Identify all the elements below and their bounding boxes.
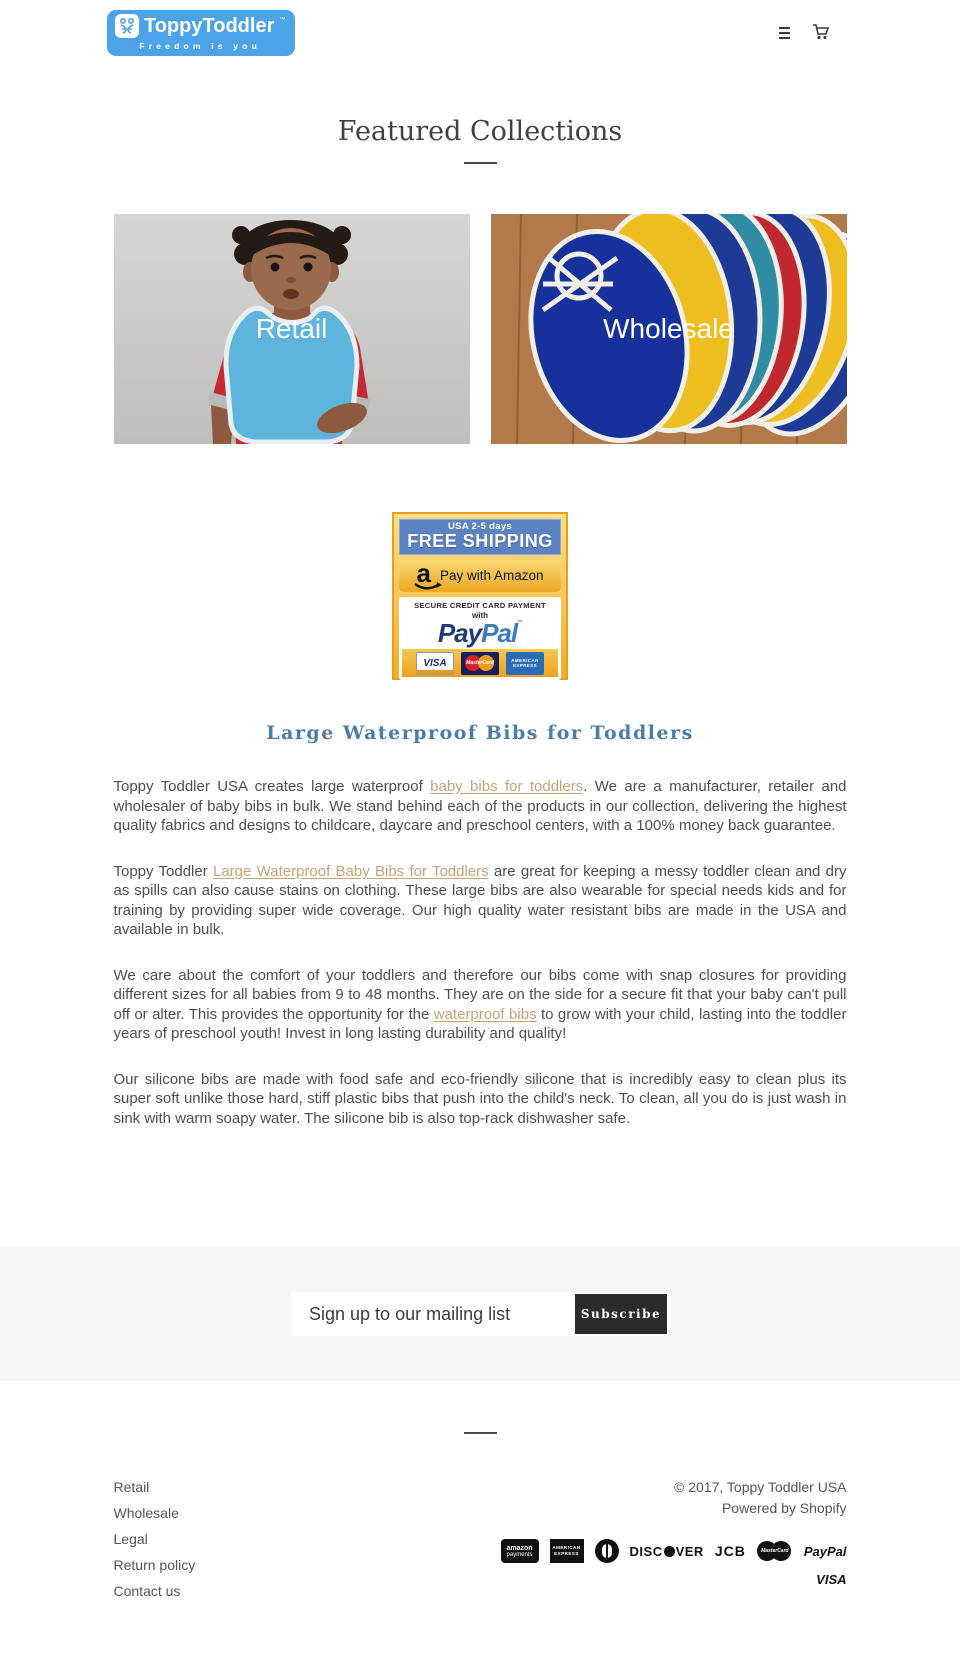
card-icons-row — [402, 649, 558, 677]
logo-child-icon — [115, 14, 139, 38]
pay-with-amazon-label: Pay with Amazon — [439, 568, 544, 584]
american-express-icon: AMERICAN EXPRESS — [550, 1539, 584, 1563]
discover-icon: DISC VER — [629, 1543, 704, 1559]
secure-payment-title: SECURE CREDIT CARD PAYMENT — [414, 600, 546, 610]
logo-trademark: ™ — [279, 17, 286, 23]
footer-link-legal[interactable]: Legal — [113, 1531, 148, 1547]
header-actions — [777, 21, 832, 46]
seo-article — [0, 722, 960, 1128]
collection-tile-wholesale[interactable] — [491, 214, 847, 444]
site-header — [0, 0, 960, 66]
free-shipping-text: FREE SHIPPING — [407, 531, 553, 551]
free-shipping-banner — [399, 519, 561, 555]
link-waterproof-bibs[interactable]: waterproof bibs — [433, 1005, 537, 1023]
amazon-logo-icon: a — [416, 560, 430, 592]
site-footer — [114, 1479, 847, 1665]
payment-icons-row-2 — [501, 1572, 847, 1587]
footer-right — [501, 1479, 847, 1609]
diners-club-icon — [595, 1539, 619, 1563]
article-paragraph: Toppy Toddler Large Waterproof Baby Bibs for Toddlers are great for keeping a messy toddler clean and dry as spills can also cause stains on clothing. These large bibs are also wearable for special needs kids and for training by providing super wide coverage. Our high quality water resistant bibs are made in the USA and available in bulk. — [113, 862, 847, 938]
payment-icons-row — [501, 1539, 847, 1563]
visa-card-icon: VISA — [416, 652, 454, 675]
menu-icon[interactable] — [777, 22, 792, 44]
trust-badge — [392, 512, 568, 680]
copyright-text: © 2017, Toppy Toddler USA — [674, 1479, 847, 1495]
amazon-payments-icon: amazon payments — [501, 1539, 539, 1563]
collection-label-retail: Retail — [255, 313, 328, 344]
article-heading: Large Waterproof Bibs for Toddlers — [266, 722, 694, 744]
cart-icon[interactable] — [810, 21, 832, 46]
shipping-days-text: USA 2-5 days — [448, 521, 512, 532]
pay-with-amazon-banner — [399, 557, 561, 592]
article-paragraph: Toppy Toddler USA creates large waterproof baby bibs for toddlers. We are a manufacturer, retailer and wholesaler of baby bibs in bulk. We stand behind each of the products in our collection, delivering the highest quality fabrics and designs to childcare, daycare and preschool centers, with a 100% money back guarantee. — [113, 778, 847, 834]
footer-link-contact-us[interactable]: Contact us — [113, 1583, 181, 1599]
paypal-icon: PayPal — [803, 1543, 847, 1559]
logo-tagline: Freedom is you — [139, 41, 261, 51]
logo-brand-text: ToppyToddler — [144, 15, 275, 37]
visa-icon: VISA — [816, 1572, 847, 1587]
footer-link-retail[interactable]: Retail — [113, 1479, 150, 1495]
link-baby-bibs-for-toddlers[interactable]: baby bibs for toddlers — [430, 778, 584, 795]
jcb-icon: JCB — [714, 1543, 746, 1559]
title-divider — [464, 162, 497, 164]
collection-tiles — [114, 214, 847, 444]
featured-collections-title: Featured Collections — [337, 116, 623, 147]
powered-by-shopify-link[interactable]: Powered by Shopify — [721, 1500, 847, 1516]
secure-payment-with: with — [472, 610, 488, 620]
mastercard-icon: MasterCard — [757, 1539, 793, 1563]
footer-divider — [464, 1432, 497, 1434]
footer-links — [114, 1479, 196, 1609]
collection-label-wholesale: Wholesale — [603, 313, 734, 344]
article-paragraph: We care about the comfort of your toddlers and therefore our bibs come with snap closures for providing different sizes for all babies from 9 to 48 months. They are on the side for a secure fit that your baby can't pull off or alter. This provides the opportunity for the waterproof bibs to grow with your child, lasting into the toddler years of preschool youth! Invest in long lasting durability and quality! — [113, 966, 847, 1042]
article-paragraph: Our silicone bibs are made with food safe and eco-friendly silicone that is incredibly easy to clean plus its super soft unlike those hard, stiff plastic bibs that push into the child's neck. To clean, all you do is just wash in sink with warm soapy water. The silicone bib is also top-rack dishwasher safe. — [113, 1070, 847, 1127]
link-large-waterproof-baby-bibs[interactable]: Large Waterproof Baby Bibs for Toddlers — [213, 862, 489, 880]
paypal-logo: PayPal™ — [437, 617, 523, 648]
logo[interactable] — [107, 10, 295, 56]
subscribe-button[interactable]: Subscribe — [575, 1294, 667, 1334]
footer-link-wholesale[interactable]: Wholesale — [113, 1505, 179, 1521]
secure-payment-banner — [399, 597, 561, 680]
mastercard-card-icon: MasterCard — [461, 652, 499, 675]
newsletter-section — [0, 1247, 960, 1381]
collection-tile-retail[interactable] — [114, 214, 470, 444]
amex-card-icon: AMERICAN EXPRESS — [506, 652, 544, 675]
newsletter-form — [291, 1292, 669, 1336]
newsletter-email-input[interactable] — [293, 1294, 575, 1334]
footer-link-return-policy[interactable]: Return policy — [113, 1557, 196, 1573]
